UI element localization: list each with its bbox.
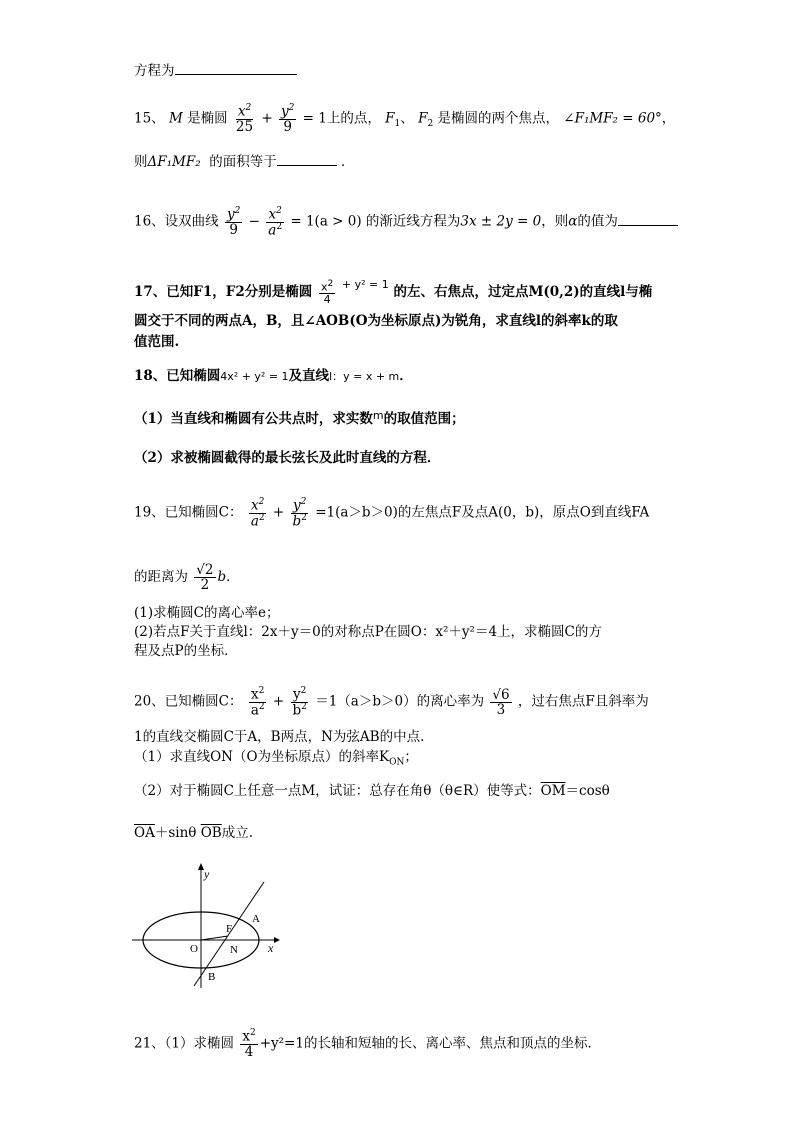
answer-blank [277,165,337,166]
question-20: 20、已知椭圆C： $\frac{x^2}{a^2}$ + $\frac{y^2}{b^2}$ ＝1（a＞b＞0）的离心率为 $\frac{√6}{3}$ ，过右焦点F且斜率为 [134,686,649,719]
point-a-label: A [252,913,260,925]
x-axis-arrow [274,937,280,943]
question-18-part1: （1）当直线和椭圆有公共点时，求实数$^m$的取值范围； [134,409,465,427]
question-15: 15、 M 是椭圆 $\frac{x^2}{25}$ + $\frac{y^2}{9}$ = 1上的点， $F_1$、 $F_2$ 是椭圆的两个焦点， ∠F₁MF₂ = 60°， [134,103,676,135]
question-17-line3: 值范围. [134,334,180,350]
question-20-line2: 1的直线交椭圆C于A，B两点，N为弦AB的中点. [134,729,425,745]
answer-blank [175,74,297,75]
focus-label: F [226,923,233,935]
question-19-part2: (2)若点F关于直线l：2x＋y＝0的对称点P在圆O：x²＋y²＝4上，求椭圆C的方 [134,624,602,640]
point-b-label: B [208,971,216,983]
question-20-part2-line2: $\overline{OA}+\sin\theta$ $\overline{OB}$成立. [134,825,253,841]
origin-label: O [190,943,198,955]
question-20-part1: （1）求直线ON（O为坐标原点）的斜率$K_{ON}$； [134,749,418,768]
answer-blank [618,225,678,226]
answer-line-14: 方程为 [134,62,297,80]
ellipse-figure [128,860,288,990]
question-18-part2: （2）求被椭圆截得的最长弦长及此时直线的方程． [134,450,441,466]
x-axis-label: x [268,941,274,955]
question-19-line2: 的距离为 $\frac{√2}{2}$ b． [134,562,240,594]
question-18: 18、已知椭圆4x² + y² = 1及直线l：y = x + m． [134,368,413,384]
segment-ON [201,936,228,940]
fraction-x2-25: $\frac{x^2}{25}$ [235,103,254,135]
question-16: 16、设双曲线 $\frac{y^2}{9}$ − $\frac{x^2}{a^2}$ = 1(a > 0) 的渐近线方程为3x ± 2y = 0，则α的值为 [134,207,678,237]
question-20-part2: （2）对于椭圆C上任意一点M，试证：总存在角θ（θ∈R）使等式：$\overline{OM}=\cos\theta$ [134,783,610,799]
question-21: 21、（1）求椭圆 $\frac{x^2}{4}$ +y²=1的长轴和短轴的长、离心率、焦点和顶点的坐标． [134,1028,601,1060]
question-17-line2: 圆交于不同的两点A，B，且∠AOB(O为坐标原点)为锐角，求直线l的斜率k的取 [134,313,618,329]
question-19-part1: (1)求椭圆C的离心率e； [134,605,280,621]
question-15-line2: 则ΔF₁MF₂ 的面积等于 ． [134,154,355,170]
point-n-label: N [230,944,238,956]
question-19-part2-line2: 程及点P的坐标． [134,643,238,659]
fraction-y2-9: $\frac{y^2}{9}$ [281,103,295,135]
question-19: 19、已知椭圆C： $\frac{x^2}{a^2}$ + $\frac{y^2}{b^2}$ =1(a＞b＞0)的左焦点F及点A(0，b)，原点O到直线FA [134,497,650,530]
question-17: 17、已知F1，F2分别是椭圆 $\frac{x^2}{4}$ $^{+ y^2 = 1}$ 的左、右焦点，过定点M(0,2)的直线l与椭 [134,278,653,306]
y-axis-label: y [204,867,210,881]
